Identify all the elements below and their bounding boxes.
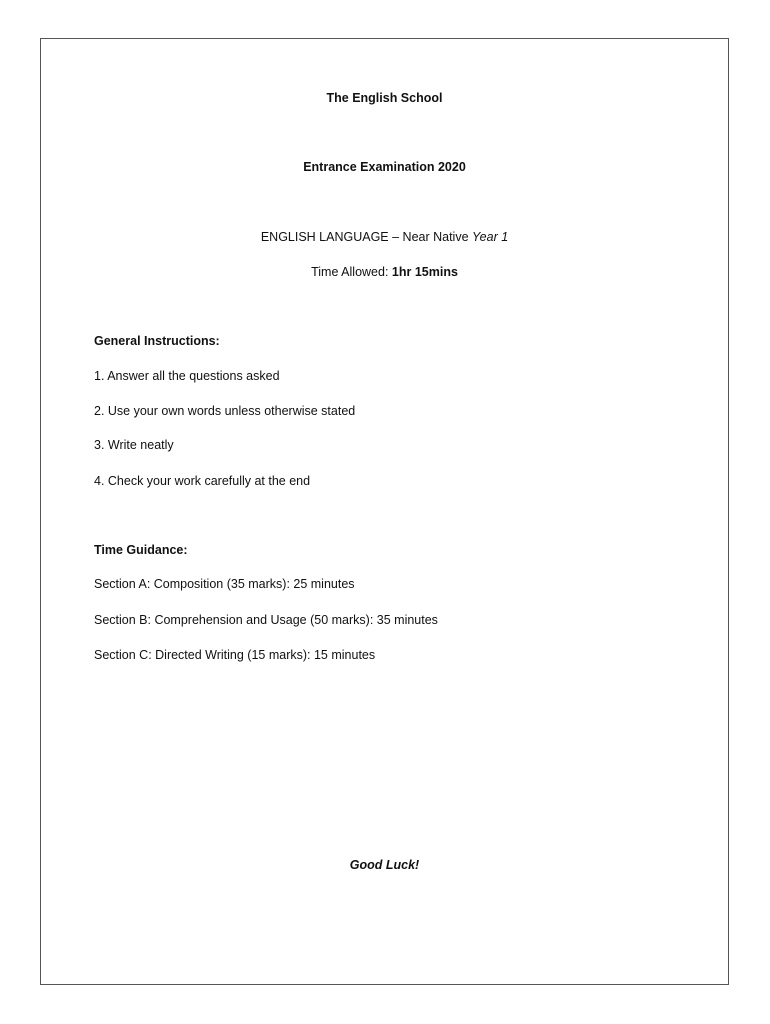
instruction-item: 2. Use your own words unless otherwise stated — [94, 404, 356, 418]
exam-title: Entrance Examination 2020 — [303, 160, 466, 174]
guidance-item: Section C: Directed Writing (15 marks): 15 minutes — [94, 648, 376, 662]
time-allowed-label: Time Allowed: — [311, 265, 392, 279]
instruction-item: 1. Answer all the questions asked — [94, 369, 280, 383]
guidance-item: Section A: Composition (35 marks): 25 minutes — [94, 577, 355, 591]
general-instructions-heading: General Instructions: — [94, 334, 220, 348]
subject-line — [41, 229, 728, 245]
good-luck-closing: Good Luck! — [349, 858, 420, 872]
time-guidance-heading: Time Guidance: — [94, 543, 188, 557]
subject-year: Year 1 — [472, 230, 509, 244]
school-name: The English School — [326, 91, 443, 105]
guidance-item: Section B: Comprehension and Usage (50 marks): 35 minutes — [94, 613, 438, 627]
time-allowed-value: 1hr 15mins — [391, 265, 458, 279]
time-allowed — [41, 264, 728, 280]
instruction-item: 4. Check your work carefully at the end — [94, 474, 311, 488]
subject-name: ENGLISH LANGUAGE – Near Native — [260, 230, 473, 244]
exam-cover-page — [40, 38, 729, 985]
instruction-item: 3. Write neatly — [94, 438, 174, 452]
